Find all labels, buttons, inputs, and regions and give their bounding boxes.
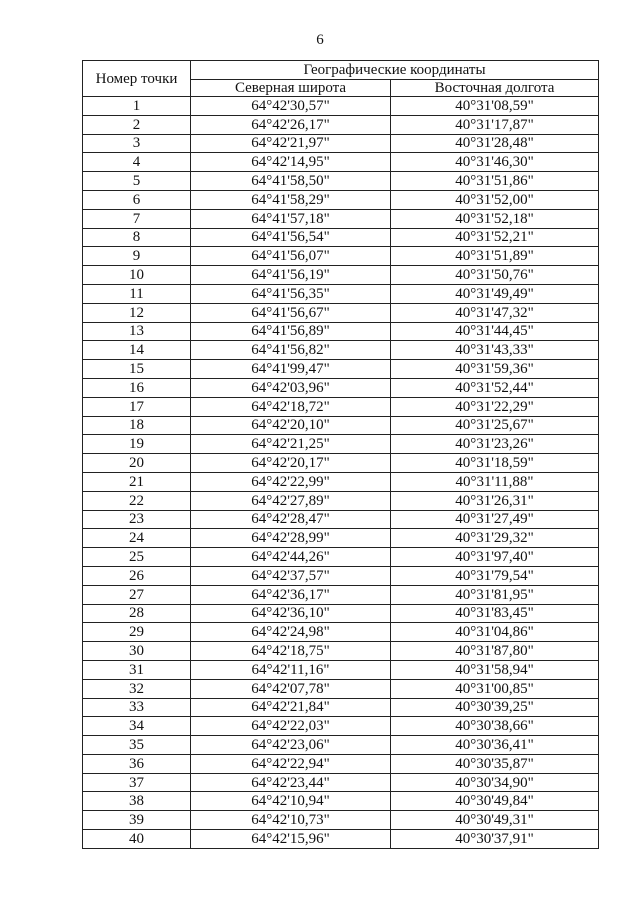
point-number-cell: 40 bbox=[83, 830, 191, 849]
latitude-cell: 64°42'44,26" bbox=[191, 548, 391, 567]
longitude-cell: 40°31'27,49" bbox=[391, 510, 599, 529]
point-number-cell: 21 bbox=[83, 472, 191, 491]
latitude-cell: 64°42'24,98" bbox=[191, 623, 391, 642]
point-number-cell: 2 bbox=[83, 115, 191, 134]
longitude-cell: 40°31'23,26" bbox=[391, 435, 599, 454]
latitude-cell: 64°41'57,18" bbox=[191, 209, 391, 228]
table-row bbox=[83, 303, 599, 322]
longitude-cell: 40°31'52,21" bbox=[391, 228, 599, 247]
latitude-cell: 64°41'99,47" bbox=[191, 360, 391, 379]
point-number-cell: 29 bbox=[83, 623, 191, 642]
latitude-cell: 64°42'26,17" bbox=[191, 115, 391, 134]
table-row bbox=[83, 491, 599, 510]
latitude-cell: 64°42'22,99" bbox=[191, 472, 391, 491]
longitude-header: Восточная долгота bbox=[391, 80, 599, 97]
table-row bbox=[83, 717, 599, 736]
latitude-cell: 64°42'27,89" bbox=[191, 491, 391, 510]
longitude-cell: 40°30'49,84" bbox=[391, 792, 599, 811]
longitude-cell: 40°31'28,48" bbox=[391, 134, 599, 153]
table-row bbox=[83, 454, 599, 473]
longitude-cell: 40°31'52,44" bbox=[391, 378, 599, 397]
longitude-cell: 40°31'25,67" bbox=[391, 416, 599, 435]
point-number-cell: 24 bbox=[83, 529, 191, 548]
point-number-cell: 20 bbox=[83, 454, 191, 473]
table-row bbox=[83, 134, 599, 153]
point-number-cell: 28 bbox=[83, 604, 191, 623]
latitude-cell: 64°42'36,10" bbox=[191, 604, 391, 623]
table-row bbox=[83, 322, 599, 341]
page-number: 6 bbox=[316, 32, 324, 48]
longitude-cell: 40°31'46,30" bbox=[391, 153, 599, 172]
latitude-cell: 64°42'15,96" bbox=[191, 830, 391, 849]
table-row bbox=[83, 736, 599, 755]
point-number-cell: 17 bbox=[83, 397, 191, 416]
longitude-cell: 40°31'49,49" bbox=[391, 284, 599, 303]
table-row bbox=[83, 266, 599, 285]
longitude-cell: 40°31'22,29" bbox=[391, 397, 599, 416]
longitude-cell: 40°31'17,87" bbox=[391, 115, 599, 134]
latitude-cell: 64°41'58,29" bbox=[191, 190, 391, 209]
longitude-cell: 40°30'49,31" bbox=[391, 811, 599, 830]
table-row bbox=[83, 153, 599, 172]
longitude-cell: 40°31'97,40" bbox=[391, 548, 599, 567]
table-row bbox=[83, 284, 599, 303]
table-row bbox=[83, 172, 599, 191]
longitude-cell: 40°31'83,45" bbox=[391, 604, 599, 623]
point-number-cell: 30 bbox=[83, 642, 191, 661]
longitude-cell: 40°31'81,95" bbox=[391, 585, 599, 604]
point-number-cell: 8 bbox=[83, 228, 191, 247]
longitude-cell: 40°30'38,66" bbox=[391, 717, 599, 736]
table-row bbox=[83, 416, 599, 435]
latitude-cell: 64°42'14,95" bbox=[191, 153, 391, 172]
point-number-cell: 37 bbox=[83, 773, 191, 792]
longitude-cell: 40°31'00,85" bbox=[391, 679, 599, 698]
longitude-cell: 40°31'04,86" bbox=[391, 623, 599, 642]
longitude-cell: 40°31'29,32" bbox=[391, 529, 599, 548]
longitude-cell: 40°31'08,59" bbox=[391, 97, 599, 116]
longitude-cell: 40°31'87,80" bbox=[391, 642, 599, 661]
point-number-cell: 23 bbox=[83, 510, 191, 529]
longitude-cell: 40°31'11,88" bbox=[391, 472, 599, 491]
table-row bbox=[83, 642, 599, 661]
geo-coordinates-header: Географические координаты bbox=[191, 61, 599, 80]
longitude-cell: 40°31'79,54" bbox=[391, 566, 599, 585]
point-number-cell: 34 bbox=[83, 717, 191, 736]
longitude-cell: 40°31'47,32" bbox=[391, 303, 599, 322]
latitude-cell: 64°42'22,94" bbox=[191, 754, 391, 773]
point-number-cell: 32 bbox=[83, 679, 191, 698]
longitude-cell: 40°31'51,86" bbox=[391, 172, 599, 191]
longitude-cell: 40°31'51,89" bbox=[391, 247, 599, 266]
latitude-header: Северная широта bbox=[191, 80, 391, 97]
table-row bbox=[83, 529, 599, 548]
table-row bbox=[83, 604, 599, 623]
point-number-cell: 9 bbox=[83, 247, 191, 266]
point-number-cell: 15 bbox=[83, 360, 191, 379]
latitude-cell: 64°42'28,47" bbox=[191, 510, 391, 529]
latitude-cell: 64°42'03,96" bbox=[191, 378, 391, 397]
table-row bbox=[83, 830, 599, 849]
table-row bbox=[83, 190, 599, 209]
point-number-cell: 35 bbox=[83, 736, 191, 755]
latitude-cell: 64°41'56,67" bbox=[191, 303, 391, 322]
table-row bbox=[83, 566, 599, 585]
point-number-cell: 6 bbox=[83, 190, 191, 209]
table-row bbox=[83, 341, 599, 360]
point-number-cell: 19 bbox=[83, 435, 191, 454]
table-row bbox=[83, 247, 599, 266]
table-row bbox=[83, 811, 599, 830]
table-body bbox=[83, 97, 599, 849]
latitude-cell: 64°42'22,03" bbox=[191, 717, 391, 736]
table-row bbox=[83, 548, 599, 567]
latitude-cell: 64°42'10,73" bbox=[191, 811, 391, 830]
latitude-cell: 64°42'11,16" bbox=[191, 660, 391, 679]
longitude-cell: 40°30'35,87" bbox=[391, 754, 599, 773]
table-row bbox=[83, 472, 599, 491]
latitude-cell: 64°42'23,44" bbox=[191, 773, 391, 792]
point-number-cell: 22 bbox=[83, 491, 191, 510]
point-number-cell: 14 bbox=[83, 341, 191, 360]
longitude-cell: 40°31'18,59" bbox=[391, 454, 599, 473]
latitude-cell: 64°42'10,94" bbox=[191, 792, 391, 811]
point-number-cell: 11 bbox=[83, 284, 191, 303]
latitude-cell: 64°41'56,82" bbox=[191, 341, 391, 360]
point-number-cell: 39 bbox=[83, 811, 191, 830]
table-row bbox=[83, 754, 599, 773]
latitude-cell: 64°42'20,17" bbox=[191, 454, 391, 473]
latitude-cell: 64°42'36,17" bbox=[191, 585, 391, 604]
longitude-cell: 40°30'37,91" bbox=[391, 830, 599, 849]
point-number-cell: 13 bbox=[83, 322, 191, 341]
latitude-cell: 64°42'18,72" bbox=[191, 397, 391, 416]
latitude-cell: 64°42'30,57" bbox=[191, 97, 391, 116]
table-header bbox=[83, 61, 599, 97]
table-row bbox=[83, 792, 599, 811]
point-number-cell: 16 bbox=[83, 378, 191, 397]
point-number-cell: 31 bbox=[83, 660, 191, 679]
coordinates-table bbox=[82, 60, 599, 849]
table-row bbox=[83, 660, 599, 679]
latitude-cell: 64°41'56,54" bbox=[191, 228, 391, 247]
point-number-cell: 18 bbox=[83, 416, 191, 435]
longitude-cell: 40°31'44,45" bbox=[391, 322, 599, 341]
table-row bbox=[83, 773, 599, 792]
table-row bbox=[83, 97, 599, 116]
latitude-cell: 64°41'56,35" bbox=[191, 284, 391, 303]
latitude-cell: 64°42'07,78" bbox=[191, 679, 391, 698]
longitude-cell: 40°31'50,76" bbox=[391, 266, 599, 285]
point-number-cell: 10 bbox=[83, 266, 191, 285]
point-number-cell: 38 bbox=[83, 792, 191, 811]
point-number-cell: 1 bbox=[83, 97, 191, 116]
table-row bbox=[83, 510, 599, 529]
table-row bbox=[83, 115, 599, 134]
point-number-cell: 4 bbox=[83, 153, 191, 172]
longitude-cell: 40°30'39,25" bbox=[391, 698, 599, 717]
table-row bbox=[83, 435, 599, 454]
table-row bbox=[83, 679, 599, 698]
point-number-cell: 26 bbox=[83, 566, 191, 585]
latitude-cell: 64°42'23,06" bbox=[191, 736, 391, 755]
point-number-cell: 33 bbox=[83, 698, 191, 717]
table-row bbox=[83, 397, 599, 416]
latitude-cell: 64°42'21,25" bbox=[191, 435, 391, 454]
point-number-cell: 36 bbox=[83, 754, 191, 773]
table-row bbox=[83, 585, 599, 604]
point-number-header: Номер точки bbox=[83, 61, 191, 97]
latitude-cell: 64°42'20,10" bbox=[191, 416, 391, 435]
longitude-cell: 40°31'52,00" bbox=[391, 190, 599, 209]
latitude-cell: 64°42'28,99" bbox=[191, 529, 391, 548]
table-row bbox=[83, 228, 599, 247]
longitude-cell: 40°31'43,33" bbox=[391, 341, 599, 360]
point-number-cell: 27 bbox=[83, 585, 191, 604]
latitude-cell: 64°42'37,57" bbox=[191, 566, 391, 585]
table-row bbox=[83, 623, 599, 642]
longitude-cell: 40°30'36,41" bbox=[391, 736, 599, 755]
latitude-cell: 64°42'21,97" bbox=[191, 134, 391, 153]
longitude-cell: 40°30'34,90" bbox=[391, 773, 599, 792]
table-row bbox=[83, 209, 599, 228]
latitude-cell: 64°42'18,75" bbox=[191, 642, 391, 661]
latitude-cell: 64°41'58,50" bbox=[191, 172, 391, 191]
longitude-cell: 40°31'26,31" bbox=[391, 491, 599, 510]
point-number-cell: 5 bbox=[83, 172, 191, 191]
table-row bbox=[83, 360, 599, 379]
table-row bbox=[83, 698, 599, 717]
longitude-cell: 40°31'59,36" bbox=[391, 360, 599, 379]
point-number-cell: 25 bbox=[83, 548, 191, 567]
point-number-cell: 12 bbox=[83, 303, 191, 322]
latitude-cell: 64°42'21,84" bbox=[191, 698, 391, 717]
table-row bbox=[83, 378, 599, 397]
latitude-cell: 64°41'56,89" bbox=[191, 322, 391, 341]
latitude-cell: 64°41'56,07" bbox=[191, 247, 391, 266]
point-number-cell: 3 bbox=[83, 134, 191, 153]
longitude-cell: 40°31'58,94" bbox=[391, 660, 599, 679]
longitude-cell: 40°31'52,18" bbox=[391, 209, 599, 228]
latitude-cell: 64°41'56,19" bbox=[191, 266, 391, 285]
point-number-cell: 7 bbox=[83, 209, 191, 228]
